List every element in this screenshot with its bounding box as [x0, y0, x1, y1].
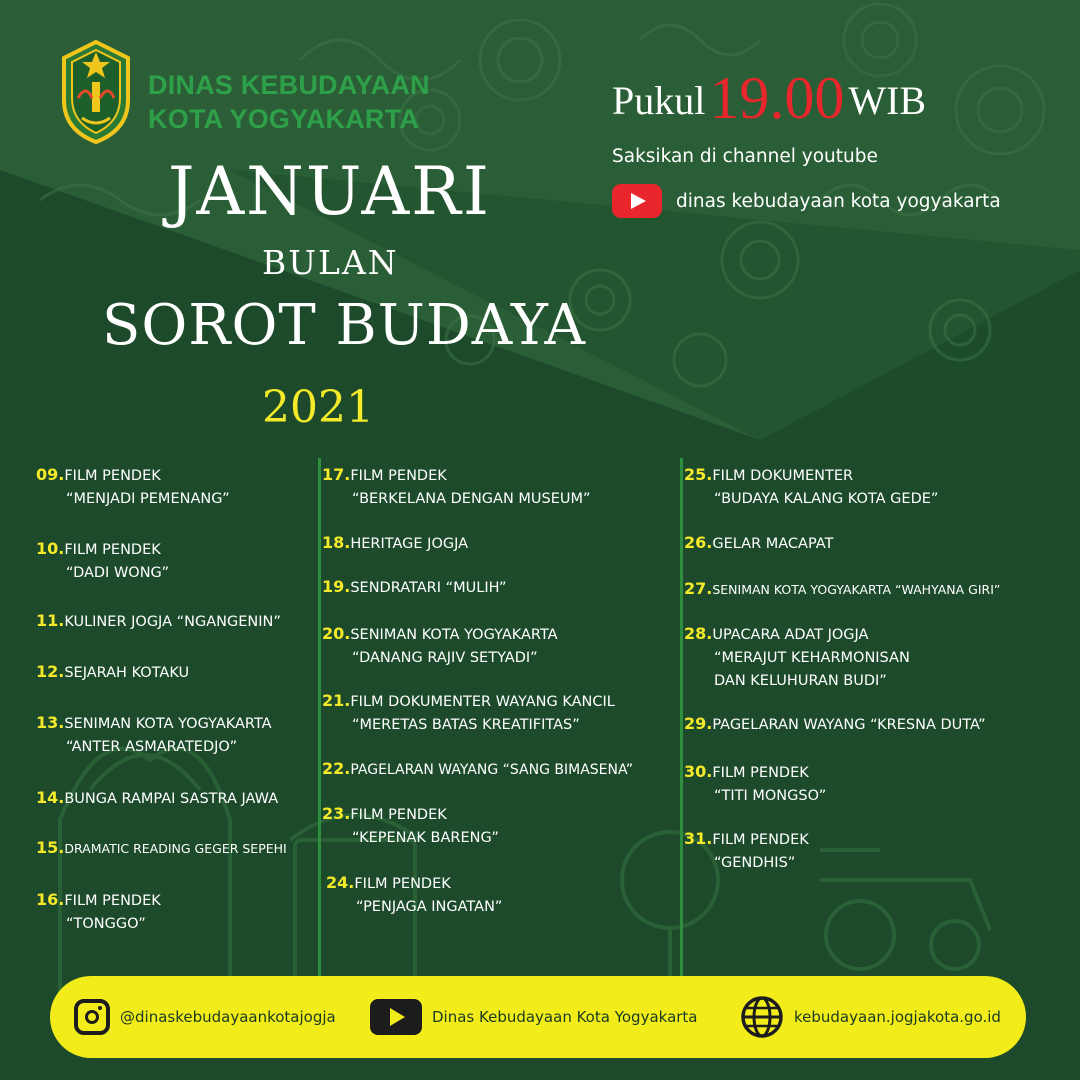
youtube-channel-row — [612, 184, 1001, 218]
item-title: FILM DOKUMENTER — [712, 468, 854, 484]
item-number: 10. — [36, 539, 65, 558]
schedule-item — [322, 622, 558, 670]
item-number: 14. — [36, 788, 65, 807]
item-number: 13. — [36, 713, 65, 732]
item-subtitle: “DADI WONG” — [66, 565, 169, 581]
schedule-item — [36, 609, 281, 634]
item-title: UPACARA ADAT JOGJA — [712, 627, 869, 643]
schedule-item — [322, 463, 591, 511]
item-number: 29. — [684, 714, 713, 733]
item-title: SEJARAH KOTAKU — [64, 665, 190, 681]
title-event-name: SOROT BUDAYA — [102, 293, 586, 358]
item-number: 18. — [322, 533, 351, 552]
schedule-item — [684, 827, 809, 875]
organization-name — [148, 68, 430, 136]
item-title: SENDRATARI “MULIH” — [350, 580, 507, 596]
schedule-item — [684, 760, 826, 808]
item-subtitle: “MERETAS BATAS KREATIFITAS” — [352, 717, 580, 733]
item-number: 22. — [322, 759, 351, 778]
yogyakarta-emblem-logo — [56, 38, 136, 144]
schedule-item — [684, 622, 910, 693]
item-title: FILM PENDEK — [354, 876, 451, 892]
item-subtitle: “BUDAYA KALANG KOTA GEDE” — [714, 491, 939, 507]
item-number: 26. — [684, 533, 713, 552]
schedule-item — [322, 575, 507, 600]
youtube-icon — [612, 184, 662, 218]
youtube-icon — [370, 999, 422, 1035]
item-number: 30. — [684, 762, 713, 781]
item-number: 16. — [36, 890, 65, 909]
globe-icon — [740, 995, 784, 1039]
schedule-item — [36, 537, 169, 585]
item-title: GELAR MACAPAT — [712, 536, 834, 552]
time-zone: WIB — [848, 78, 927, 123]
youtube-name: Dinas Kebudayaan Kota Yogyakarta — [432, 1008, 698, 1026]
youtube-channel-name: dinas kebudayaan kota yogyakarta — [676, 190, 1001, 212]
item-title: FILM PENDEK — [64, 468, 161, 484]
item-title: PAGELARAN WAYANG “KRESNA DUTA” — [712, 717, 986, 733]
item-title: FILM PENDEK — [64, 893, 161, 909]
title-bulan: BULAN — [262, 243, 399, 282]
item-title: FILM PENDEK — [712, 765, 809, 781]
instagram-icon — [74, 999, 110, 1035]
item-title: FILM DOKUMENTER WAYANG KANCIL — [350, 694, 615, 710]
item-subtitle: “TITI MONGSO” — [714, 788, 827, 804]
schedule-item — [36, 463, 230, 511]
broadcast-time — [612, 65, 927, 131]
schedule-item — [684, 531, 833, 556]
item-number: 09. — [36, 465, 65, 484]
item-subtitle: “ANTER ASMARATEDJO” — [66, 739, 238, 755]
item-number: 25. — [684, 465, 713, 484]
schedule-item — [36, 836, 287, 860]
item-subtitle: “GENDHIS” — [714, 855, 796, 871]
schedule-item — [36, 786, 278, 811]
schedule-item — [36, 711, 272, 759]
column-divider-1 — [318, 458, 321, 980]
item-title: HERITAGE JOGJA — [350, 536, 469, 552]
item-title: FILM PENDEK — [712, 832, 809, 848]
item-subtitle: “DANANG RAJIV SETYADI” — [352, 650, 538, 666]
title-month: JANUARI — [168, 153, 491, 230]
watch-text: Saksikan di channel youtube — [612, 146, 878, 167]
item-title: KULINER JOGJA “NGANGENIN” — [64, 614, 281, 630]
item-subtitle: “BERKELANA DENGAN MUSEUM” — [352, 491, 591, 507]
item-number: 11. — [36, 611, 65, 630]
schedule-item — [684, 463, 938, 511]
item-subtitle: “KEPENAK BARENG” — [352, 830, 499, 846]
item-title: PAGELARAN WAYANG “SANG BIMASENA” — [350, 762, 634, 778]
schedule-item — [684, 712, 986, 737]
footer-contact-bar — [50, 976, 1026, 1058]
website-url: kebudayaan.jogjakota.go.id — [794, 1008, 1001, 1026]
item-subtitle: “MENJADI PEMENANG” — [66, 491, 230, 507]
item-title: DRAMATIC READING GEGER SEPEHI — [64, 841, 287, 856]
item-subtitle: “TONGGO” — [66, 916, 146, 932]
footer-website[interactable] — [740, 995, 1001, 1039]
org-line-2: KOTA YOGYAKARTA — [148, 104, 420, 134]
item-subtitle: “PENJAGA INGATAN” — [356, 899, 503, 915]
schedule-item — [684, 577, 1000, 601]
item-number: 27. — [684, 579, 713, 598]
schedule-item — [36, 660, 189, 685]
item-number: 12. — [36, 662, 65, 681]
org-line-1: DINAS KEBUDAYAAN — [148, 70, 430, 100]
item-number: 21. — [322, 691, 351, 710]
item-number: 20. — [322, 624, 351, 643]
schedule-item — [36, 888, 161, 936]
instagram-handle: @dinaskebudayaankotajogja — [120, 1008, 336, 1026]
item-title: FILM PENDEK — [350, 468, 447, 484]
item-number: 19. — [322, 577, 351, 596]
item-subtitle-2: DAN KELUHURAN BUDI” — [714, 673, 887, 689]
item-number: 23. — [322, 804, 351, 823]
item-title: FILM PENDEK — [64, 542, 161, 558]
schedule-item — [322, 531, 468, 556]
footer-youtube[interactable] — [370, 999, 698, 1035]
schedule-item — [322, 689, 615, 737]
time-hour: 19.00 — [709, 65, 845, 131]
item-title: FILM PENDEK — [350, 807, 447, 823]
time-prefix: Pukul — [612, 78, 706, 123]
item-title: SENIMAN KOTA YOGYAKARTA — [350, 627, 558, 643]
item-title: SENIMAN KOTA YOGYAKARTA “WAHYANA GIRI” — [712, 582, 1001, 597]
item-number: 17. — [322, 465, 351, 484]
title-year: 2021 — [262, 382, 374, 433]
footer-instagram[interactable] — [74, 999, 336, 1035]
schedule-item — [322, 757, 633, 782]
item-title: SENIMAN KOTA YOGYAKARTA — [64, 716, 272, 732]
item-number: 24. — [326, 873, 355, 892]
schedule-item — [326, 871, 502, 919]
item-number: 28. — [684, 624, 713, 643]
column-divider-2 — [680, 458, 683, 980]
item-subtitle: “MERAJUT KEHARMONISAN — [714, 650, 910, 666]
item-number: 15. — [36, 838, 65, 857]
schedule-item — [322, 802, 499, 850]
item-number: 31. — [684, 829, 713, 848]
item-title: BUNGA RAMPAI SASTRA JAWA — [64, 791, 279, 807]
